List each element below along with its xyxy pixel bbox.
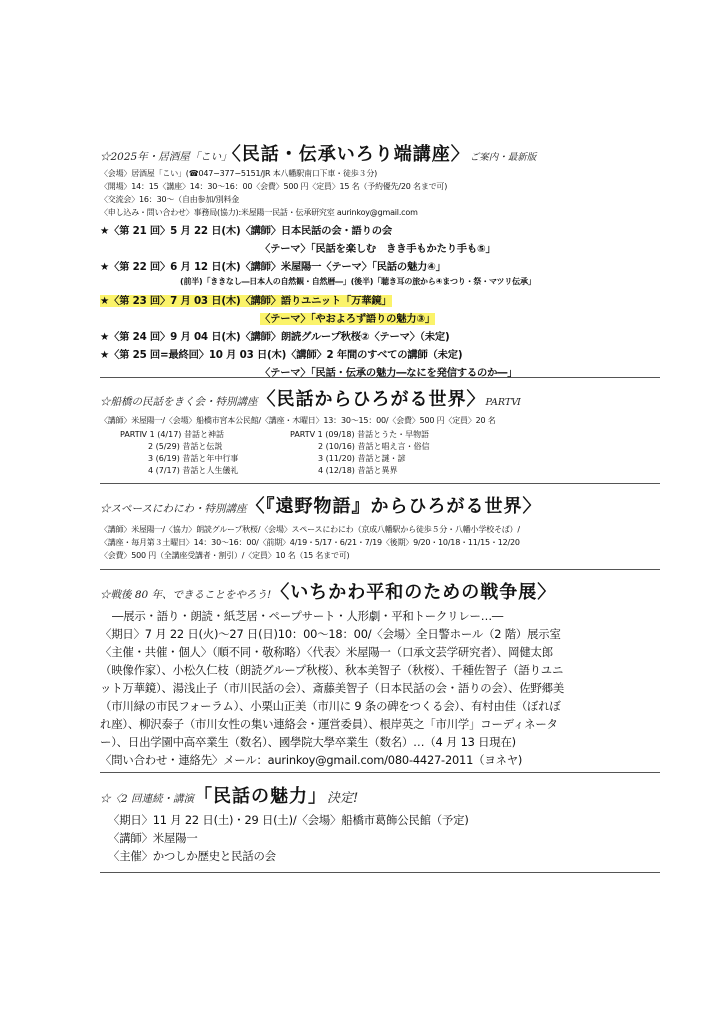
- part-item: 2 (5/29) 昔話と伝説: [148, 442, 223, 451]
- exhibition-line: （映像作家）、小松久仁枝（朗読グループ秋桜）、秋本美智子（秋桜）、千種佐智子（語りユニ: [100, 663, 564, 677]
- title-suffix: 決定!: [327, 791, 359, 806]
- section-title: [100, 492, 541, 518]
- title-main: 「民話の魅力」: [194, 786, 328, 807]
- exhibition-line: 〈期日〉7 月 22 日(火)〜27 日(日)10：00〜18：00/〈会場〉全日警ホール（2 階）展示室: [100, 627, 561, 641]
- event-23-theme-highlight: 〈テーマ〉「やおよろず語りの魅力③」: [260, 313, 436, 325]
- title-suffix: PARTⅥ: [485, 397, 521, 408]
- exhibition-line: ー）、日出学園中高卒業生（数名）、國學院大學卒業生（数名）…（4 月 13 日現在): [100, 735, 516, 749]
- info-line: 〈講座・毎月第３土曜日〉14：30〜16：00/〈前期〉4/19・5/17・6/21・7/19〈後期〉9/20・10/18・11/15・12/20: [100, 538, 520, 547]
- title-main: 〈民話・伝承いろり端講座〉: [231, 144, 470, 165]
- exhibition-line: ―展示・語り・朗読・紙芝居・ペープサート・人形劇・平和トークリレー…―: [112, 609, 504, 623]
- part-item: PARTⅣ 1 (4/17) 昔話と神話: [120, 430, 224, 439]
- title-prefix: ☆スペースにわにわ・特別講座: [100, 503, 247, 515]
- exhibition-line: ット万華鏡）、湯浅止子（市川民話の会）、斎藤美智子（日本民話の会・語りの会）、佐野郷美: [100, 681, 565, 695]
- info-line: 〈交流会〉16：30〜（自由参加/別料金: [100, 195, 240, 204]
- event-24-line1: ★〈第 24 回〉9 月 04 日(木)〈講師〉朗読グループ秋桜②〈テーマ〉（未定): [100, 331, 450, 343]
- section-title: [100, 385, 521, 411]
- exhibition-line: （市川緑の市民フォーラム）、小栗山正美（市川に 9 条の碑をつくる会）、有村由佳（ぼれぼ: [100, 699, 561, 713]
- info-line: 〈開場〉14：15〈講座〉14：30〜16：00〈会費〉500 円〈定員〉15 名（予約優先/20 名まで可): [100, 182, 448, 191]
- lecture-line: 〈主催〉かつしか歴史と民話の会: [108, 849, 276, 863]
- lecture-line: 〈講師〉米屋陽一: [108, 831, 198, 845]
- part-item: 3 (11/20) 昔話と謎・諺: [318, 454, 406, 463]
- info-line: 〈申し込み・問い合わせ〉事務局(協力):米屋陽一民話・伝承研究室 aurinkoy@gmail.com: [100, 208, 418, 217]
- event-23-line2: [260, 310, 435, 325]
- section-title: [100, 578, 556, 604]
- title-prefix: ☆〈2 回連続・講演: [100, 793, 195, 805]
- part-item: PARTⅤ 1 (09/18) 昔話とうた・早物語: [290, 430, 430, 439]
- title-main: 〈『遠野物語』からひろがる世界〉: [246, 496, 542, 517]
- section-title: [100, 140, 536, 166]
- title-suffix: ご案内・最新版: [469, 152, 537, 163]
- title-main: 〈いちかわ平和のための戦争展〉: [271, 582, 557, 603]
- info-line: 〈講師〉米屋陽一/〈協力〉朗読グループ秋桜/〈会場〉スペースにわにわ（京成八幡駅から徒歩５分・八幡小学校そば）/: [100, 525, 520, 534]
- title-prefix: ☆戦後 80 年、できることをやろう!: [100, 589, 272, 601]
- exhibition-line: 〈問い合わせ・連絡先〉メール：aurinkoy@gmail.com/080-4427-2011（ヨネヤ): [100, 753, 523, 767]
- exhibition-line: 〈主催・共催・個人〉（順不同・敬称略）〈代表〉米屋陽一（口承文芸学研究者）、岡健太郎: [100, 645, 553, 659]
- lecture-line: 〈期日〉11 月 22 日(土)・29 日(土)/〈会場〉船橋市葛飾公民館（予定): [108, 813, 469, 827]
- part-item: 2 (10/16) 昔話と唱え言・俗信: [318, 442, 430, 451]
- event-25-line1: ★〈第 25 回=最終回〉10 月 03 日(木)〈講師〉2 年間のすべての講師（未定): [100, 349, 463, 361]
- event-21-line2: 〈テーマ〉「民話を楽しむ きき手もかたり手も⑤」: [260, 243, 496, 255]
- event-22-line2: (前半)「ききなし―日本人の自然観・自然暦―」(後半)「聴き耳の旅から④まつり・祭・マツリ伝承」: [180, 277, 536, 286]
- section-divider: [100, 872, 660, 873]
- info-line: 〈会費〉500 円（全講座受講者・割引）/〈定員〉10 名（15 名まで可): [100, 551, 350, 560]
- title-prefix: ☆2025年・居酒屋「こい」: [100, 151, 232, 163]
- title-main: 〈民話からひろがる世界〉: [257, 389, 486, 410]
- part-item: 4 (7/17) 昔話と人生儀礼: [148, 466, 239, 475]
- title-prefix: ☆船橋の民話をきく会・特別講座: [100, 396, 258, 408]
- event-23-line1: [100, 292, 392, 307]
- part-item: 3 (6/19) 昔話と年中行事: [148, 454, 239, 463]
- event-22-line1: ★〈第 22 回〉6 月 12 日(木)〈講師〉米屋陽一〈テーマ〉「民話の魅力④」: [100, 261, 446, 273]
- event-23-highlight: ★〈第 23 回〉7 月 03 日(木)〈講師〉語りユニット「万華鏡」: [100, 295, 392, 307]
- info-line: 〈講師〉米屋陽一/〈会場〉船橋市宮本公民館/〈講座・木曜日〉13：30〜15：00/〈会費〉500 円〈定員〉20 名: [100, 416, 496, 425]
- section-divider: [100, 377, 660, 378]
- section-title: [100, 782, 358, 808]
- info-line: 〈会場〉居酒屋「こい」(☎047−377−5151/JR 本八幡駅南口下車・徒歩３分): [100, 169, 378, 178]
- event-21-line1: ★〈第 21 回〉5 月 22 日(木)〈講師〉日本民話の会・語りの会: [100, 225, 392, 237]
- event-25-line2: 〈テーマ〉「民話・伝承の魅力―なにを発信するのか―」: [260, 367, 518, 379]
- section-divider: [100, 483, 660, 484]
- section-divider: [100, 772, 660, 773]
- exhibition-line: れ座）、柳沢泰子（市川女性の集い連絡会・運営委員）、根岸英之「市川学」コーディネータ: [100, 717, 558, 731]
- section-divider: [100, 569, 660, 570]
- part-item: 4 (12/18) 昔話と異界: [318, 466, 398, 475]
